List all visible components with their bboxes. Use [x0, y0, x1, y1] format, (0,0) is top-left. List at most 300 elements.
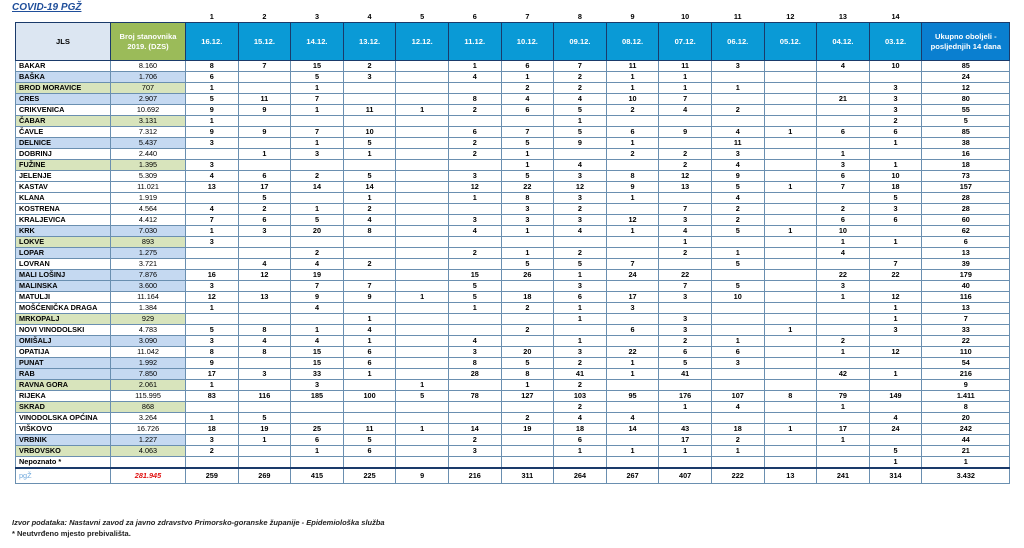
case-count: 1: [291, 83, 344, 94]
case-count: [869, 336, 922, 347]
case-count: 1: [869, 160, 922, 171]
case-count: 2: [659, 336, 712, 347]
case-count: 24: [869, 424, 922, 435]
case-count: [711, 325, 764, 336]
case-count: 7: [186, 215, 239, 226]
row-total: 8: [922, 402, 1010, 413]
case-count: 127: [501, 391, 554, 402]
case-count: 12: [448, 182, 501, 193]
case-count: 1: [606, 369, 659, 380]
case-count: 2: [554, 402, 607, 413]
case-count: [869, 435, 922, 446]
case-count: 4: [291, 259, 344, 270]
case-count: [764, 292, 817, 303]
case-count: [817, 314, 870, 325]
case-count: 10: [869, 171, 922, 182]
case-count: 24: [606, 270, 659, 281]
row-total: 28: [922, 193, 1010, 204]
case-count: [711, 94, 764, 105]
case-count: [764, 94, 817, 105]
case-count: 4: [554, 226, 607, 237]
header-date: 03.12.: [869, 23, 922, 61]
case-count: 1: [764, 127, 817, 138]
header-date: 13.12.: [343, 23, 396, 61]
case-count: 8: [501, 369, 554, 380]
table-row: [16, 149, 1010, 160]
row-total: 55: [922, 105, 1010, 116]
case-count: [396, 237, 449, 248]
header-date: 08.12.: [606, 23, 659, 61]
population-value: 1.275: [111, 248, 186, 259]
case-count: [764, 83, 817, 94]
case-count: [396, 160, 449, 171]
case-count: 9: [186, 358, 239, 369]
case-count: [817, 138, 870, 149]
case-count: 6: [448, 127, 501, 138]
case-count: 2: [554, 358, 607, 369]
case-count: 1: [606, 83, 659, 94]
case-count: 4: [817, 248, 870, 259]
totals-label: pgŽ: [16, 468, 111, 484]
case-count: 5: [448, 281, 501, 292]
case-count: 15: [291, 347, 344, 358]
case-count: 1: [396, 105, 449, 116]
case-count: 1: [501, 72, 554, 83]
case-count: 12: [606, 215, 659, 226]
case-count: 7: [606, 259, 659, 270]
table-row: [16, 457, 1010, 469]
case-count: 3: [711, 358, 764, 369]
row-total: 54: [922, 358, 1010, 369]
case-count: 6: [659, 347, 712, 358]
case-count: 1: [554, 336, 607, 347]
municipality-name: MRKOPALJ: [16, 314, 111, 325]
case-count: [764, 72, 817, 83]
case-count: 79: [817, 391, 870, 402]
case-count: 1: [554, 116, 607, 127]
case-count: 1: [764, 182, 817, 193]
case-count: [869, 149, 922, 160]
case-count: [396, 358, 449, 369]
case-count: [238, 457, 291, 469]
header-row: [16, 23, 1010, 61]
case-count: [291, 413, 344, 424]
case-count: 4: [291, 303, 344, 314]
municipality-name: LOPAR: [16, 248, 111, 259]
case-count: 11: [659, 61, 712, 72]
case-count: [764, 336, 817, 347]
case-count: 2: [817, 204, 870, 215]
case-count: [764, 116, 817, 127]
header-date: 04.12.: [817, 23, 870, 61]
population-value: 16.726: [111, 424, 186, 435]
population-value: 5.437: [111, 138, 186, 149]
table-row: [16, 160, 1010, 171]
population-value: 1.992: [111, 358, 186, 369]
case-count: [711, 303, 764, 314]
municipality-name: BROD MORAVICE: [16, 83, 111, 94]
case-count: 4: [606, 413, 659, 424]
daily-total: 264: [554, 468, 607, 484]
case-count: 6: [869, 215, 922, 226]
case-count: 5: [711, 281, 764, 292]
case-count: 5: [554, 127, 607, 138]
population-value: 4.412: [111, 215, 186, 226]
case-count: 5: [554, 105, 607, 116]
case-count: [396, 215, 449, 226]
case-count: 1: [659, 83, 712, 94]
case-count: 3: [554, 281, 607, 292]
case-count: 3: [291, 380, 344, 391]
case-count: [606, 402, 659, 413]
totals-row: [16, 468, 1010, 484]
case-count: [817, 413, 870, 424]
case-count: 7: [291, 94, 344, 105]
case-count: 9: [554, 138, 607, 149]
case-count: 2: [606, 105, 659, 116]
case-count: [396, 446, 449, 457]
population-value: 2.907: [111, 94, 186, 105]
case-count: 18: [554, 424, 607, 435]
case-count: 6: [817, 215, 870, 226]
case-count: [606, 314, 659, 325]
case-count: 2: [343, 61, 396, 72]
case-count: 4: [448, 72, 501, 83]
case-count: 4: [869, 413, 922, 424]
table-row: [16, 380, 1010, 391]
case-count: [396, 413, 449, 424]
case-count: 1: [186, 380, 239, 391]
case-count: 6: [291, 435, 344, 446]
row-total: 40: [922, 281, 1010, 292]
municipality-name: KOSTRENA: [16, 204, 111, 215]
case-count: 9: [606, 182, 659, 193]
case-count: 6: [501, 105, 554, 116]
case-count: 7: [501, 127, 554, 138]
case-count: 13: [659, 182, 712, 193]
column-number: 6: [472, 12, 477, 21]
municipality-name: OPATIJA: [16, 347, 111, 358]
municipality-name: MATULJI: [16, 292, 111, 303]
case-count: 4: [554, 413, 607, 424]
case-count: [238, 446, 291, 457]
case-count: 1: [554, 303, 607, 314]
case-count: 10: [817, 226, 870, 237]
case-count: [343, 457, 396, 469]
case-count: 3: [186, 237, 239, 248]
table-row: [16, 369, 1010, 380]
case-count: [396, 347, 449, 358]
daily-total: 407: [659, 468, 712, 484]
municipality-name: LOKVE: [16, 237, 111, 248]
case-count: 3: [869, 204, 922, 215]
case-count: 149: [869, 391, 922, 402]
daily-total: 13: [764, 468, 817, 484]
case-count: 5: [396, 391, 449, 402]
case-count: [343, 237, 396, 248]
case-count: 2: [448, 435, 501, 446]
case-count: 1: [291, 325, 344, 336]
case-count: 41: [554, 369, 607, 380]
case-count: 1: [343, 149, 396, 160]
case-count: [396, 336, 449, 347]
case-count: 3: [554, 171, 607, 182]
table-row: [16, 105, 1010, 116]
row-total: 216: [922, 369, 1010, 380]
case-count: [238, 138, 291, 149]
case-count: 5: [343, 435, 396, 446]
case-count: 4: [238, 259, 291, 270]
table-row: [16, 292, 1010, 303]
case-count: 6: [238, 215, 291, 226]
case-count: 1: [396, 292, 449, 303]
case-count: [764, 457, 817, 469]
case-count: [764, 193, 817, 204]
case-count: 1: [238, 149, 291, 160]
case-count: 1: [448, 193, 501, 204]
municipality-name: KASTAV: [16, 182, 111, 193]
header-date: 16.12.: [186, 23, 239, 61]
case-count: 95: [606, 391, 659, 402]
case-count: 6: [343, 347, 396, 358]
case-count: 7: [869, 259, 922, 270]
case-count: 1: [186, 83, 239, 94]
case-count: 17: [238, 182, 291, 193]
municipality-name: RIJEKA: [16, 391, 111, 402]
case-count: 100: [343, 391, 396, 402]
case-count: 1: [448, 303, 501, 314]
row-total: 116: [922, 292, 1010, 303]
case-count: 1: [501, 160, 554, 171]
case-count: 2: [448, 248, 501, 259]
table-row: [16, 402, 1010, 413]
case-count: 17: [659, 435, 712, 446]
case-count: 15: [291, 61, 344, 72]
case-count: 4: [711, 127, 764, 138]
case-count: 1: [764, 325, 817, 336]
case-count: 2: [186, 446, 239, 457]
case-count: 5: [501, 259, 554, 270]
row-total: 21: [922, 446, 1010, 457]
population-value: 11.021: [111, 182, 186, 193]
case-count: 1: [659, 72, 712, 83]
case-count: 1: [291, 204, 344, 215]
case-count: [396, 248, 449, 259]
column-number: 11: [733, 12, 742, 21]
population-value: 893: [111, 237, 186, 248]
population-value: 3.264: [111, 413, 186, 424]
case-count: [343, 83, 396, 94]
case-count: 3: [554, 347, 607, 358]
case-count: 15: [291, 358, 344, 369]
municipality-name: MALI LOŠINJ: [16, 270, 111, 281]
table-row: [16, 193, 1010, 204]
population-value: 4.564: [111, 204, 186, 215]
case-count: 19: [291, 270, 344, 281]
case-count: 26: [501, 270, 554, 281]
municipality-name: CRIKVENICA: [16, 105, 111, 116]
case-count: [501, 336, 554, 347]
case-count: 176: [659, 391, 712, 402]
population-value: 3.600: [111, 281, 186, 292]
case-count: 1: [291, 105, 344, 116]
case-count: 3: [291, 149, 344, 160]
case-count: 11: [606, 61, 659, 72]
row-total: 28: [922, 204, 1010, 215]
case-count: 18: [869, 182, 922, 193]
case-count: [238, 83, 291, 94]
case-count: [343, 270, 396, 281]
population-value: 2.440: [111, 149, 186, 160]
case-count: 2: [501, 325, 554, 336]
population-value: 2.061: [111, 380, 186, 391]
case-count: 1: [869, 314, 922, 325]
case-count: 25: [291, 424, 344, 435]
case-count: 2: [659, 248, 712, 259]
case-count: [501, 116, 554, 127]
case-count: 185: [291, 391, 344, 402]
case-count: 5: [448, 292, 501, 303]
source-note: Izvor podataka: Nastavni zavod za javno zdravstvo Primorsko-goranske županije - Epidemiološka služba: [12, 518, 385, 527]
daily-total: 259: [186, 468, 239, 484]
table-row: [16, 171, 1010, 182]
case-count: [501, 457, 554, 469]
table-row: [16, 248, 1010, 259]
case-count: [291, 160, 344, 171]
case-count: 6: [817, 171, 870, 182]
case-count: [396, 325, 449, 336]
total-population: 281.945: [111, 468, 186, 484]
case-count: 1: [291, 138, 344, 149]
case-count: [396, 259, 449, 270]
case-count: [817, 72, 870, 83]
case-count: [554, 237, 607, 248]
daily-total: 314: [869, 468, 922, 484]
row-total: 16: [922, 149, 1010, 160]
case-count: 7: [659, 204, 712, 215]
case-count: 12: [659, 171, 712, 182]
case-count: [606, 160, 659, 171]
case-count: 1: [606, 193, 659, 204]
municipality-name: BAKAR: [16, 61, 111, 72]
table-row: [16, 138, 1010, 149]
case-count: 5: [238, 193, 291, 204]
case-count: 5: [869, 446, 922, 457]
case-count: [501, 281, 554, 292]
case-count: [396, 303, 449, 314]
municipality-name: CRES: [16, 94, 111, 105]
table-row: [16, 413, 1010, 424]
row-total: 38: [922, 138, 1010, 149]
case-count: 3: [869, 94, 922, 105]
case-count: [817, 303, 870, 314]
population-value: 5.309: [111, 171, 186, 182]
case-count: 11: [711, 138, 764, 149]
case-count: 4: [448, 336, 501, 347]
case-count: [501, 402, 554, 413]
row-total: 9: [922, 380, 1010, 391]
case-count: [764, 402, 817, 413]
case-count: 8: [238, 347, 291, 358]
municipality-name: KLANA: [16, 193, 111, 204]
case-count: 1: [764, 226, 817, 237]
case-count: 6: [501, 61, 554, 72]
column-number: 7: [525, 12, 530, 21]
case-count: 14: [291, 182, 344, 193]
table-row: [16, 204, 1010, 215]
case-count: [396, 127, 449, 138]
case-count: [186, 314, 239, 325]
case-count: 1: [869, 457, 922, 469]
case-count: [448, 457, 501, 469]
case-count: [764, 259, 817, 270]
case-count: [448, 402, 501, 413]
case-count: 3: [659, 215, 712, 226]
case-count: [764, 61, 817, 72]
case-count: 1: [817, 237, 870, 248]
column-number: 5: [420, 12, 425, 21]
case-count: 9: [711, 171, 764, 182]
population-value: 1.395: [111, 160, 186, 171]
case-count: [448, 83, 501, 94]
case-count: [448, 160, 501, 171]
cases-table: [15, 12, 1010, 484]
case-count: [817, 457, 870, 469]
case-count: 5: [186, 94, 239, 105]
case-count: 4: [659, 226, 712, 237]
case-count: 4: [343, 325, 396, 336]
case-count: 6: [238, 171, 291, 182]
case-count: [396, 204, 449, 215]
case-count: 3: [659, 325, 712, 336]
case-count: [396, 116, 449, 127]
case-count: 1: [186, 303, 239, 314]
case-count: 1: [186, 116, 239, 127]
case-count: 1: [554, 270, 607, 281]
population-value: 1.227: [111, 435, 186, 446]
case-count: [396, 72, 449, 83]
population-value: 929: [111, 314, 186, 325]
row-total: 85: [922, 61, 1010, 72]
case-count: 6: [343, 358, 396, 369]
case-count: 1: [711, 336, 764, 347]
case-count: [396, 138, 449, 149]
case-count: 9: [659, 127, 712, 138]
case-count: [238, 281, 291, 292]
population-value: 3.090: [111, 336, 186, 347]
case-count: 2: [448, 105, 501, 116]
case-count: [606, 116, 659, 127]
table-row: [16, 435, 1010, 446]
case-count: 1: [501, 248, 554, 259]
table-row: [16, 303, 1010, 314]
case-count: [817, 325, 870, 336]
case-count: 3: [238, 226, 291, 237]
case-count: 2: [817, 336, 870, 347]
case-count: [764, 105, 817, 116]
row-total: 33: [922, 325, 1010, 336]
case-count: 1: [343, 193, 396, 204]
case-count: [764, 204, 817, 215]
case-count: [448, 237, 501, 248]
table-body: [16, 61, 1010, 484]
case-count: [501, 446, 554, 457]
header-date: 15.12.: [238, 23, 291, 61]
table-row: [16, 336, 1010, 347]
case-count: [396, 94, 449, 105]
municipality-name: VRBOVSKO: [16, 446, 111, 457]
case-count: [606, 435, 659, 446]
